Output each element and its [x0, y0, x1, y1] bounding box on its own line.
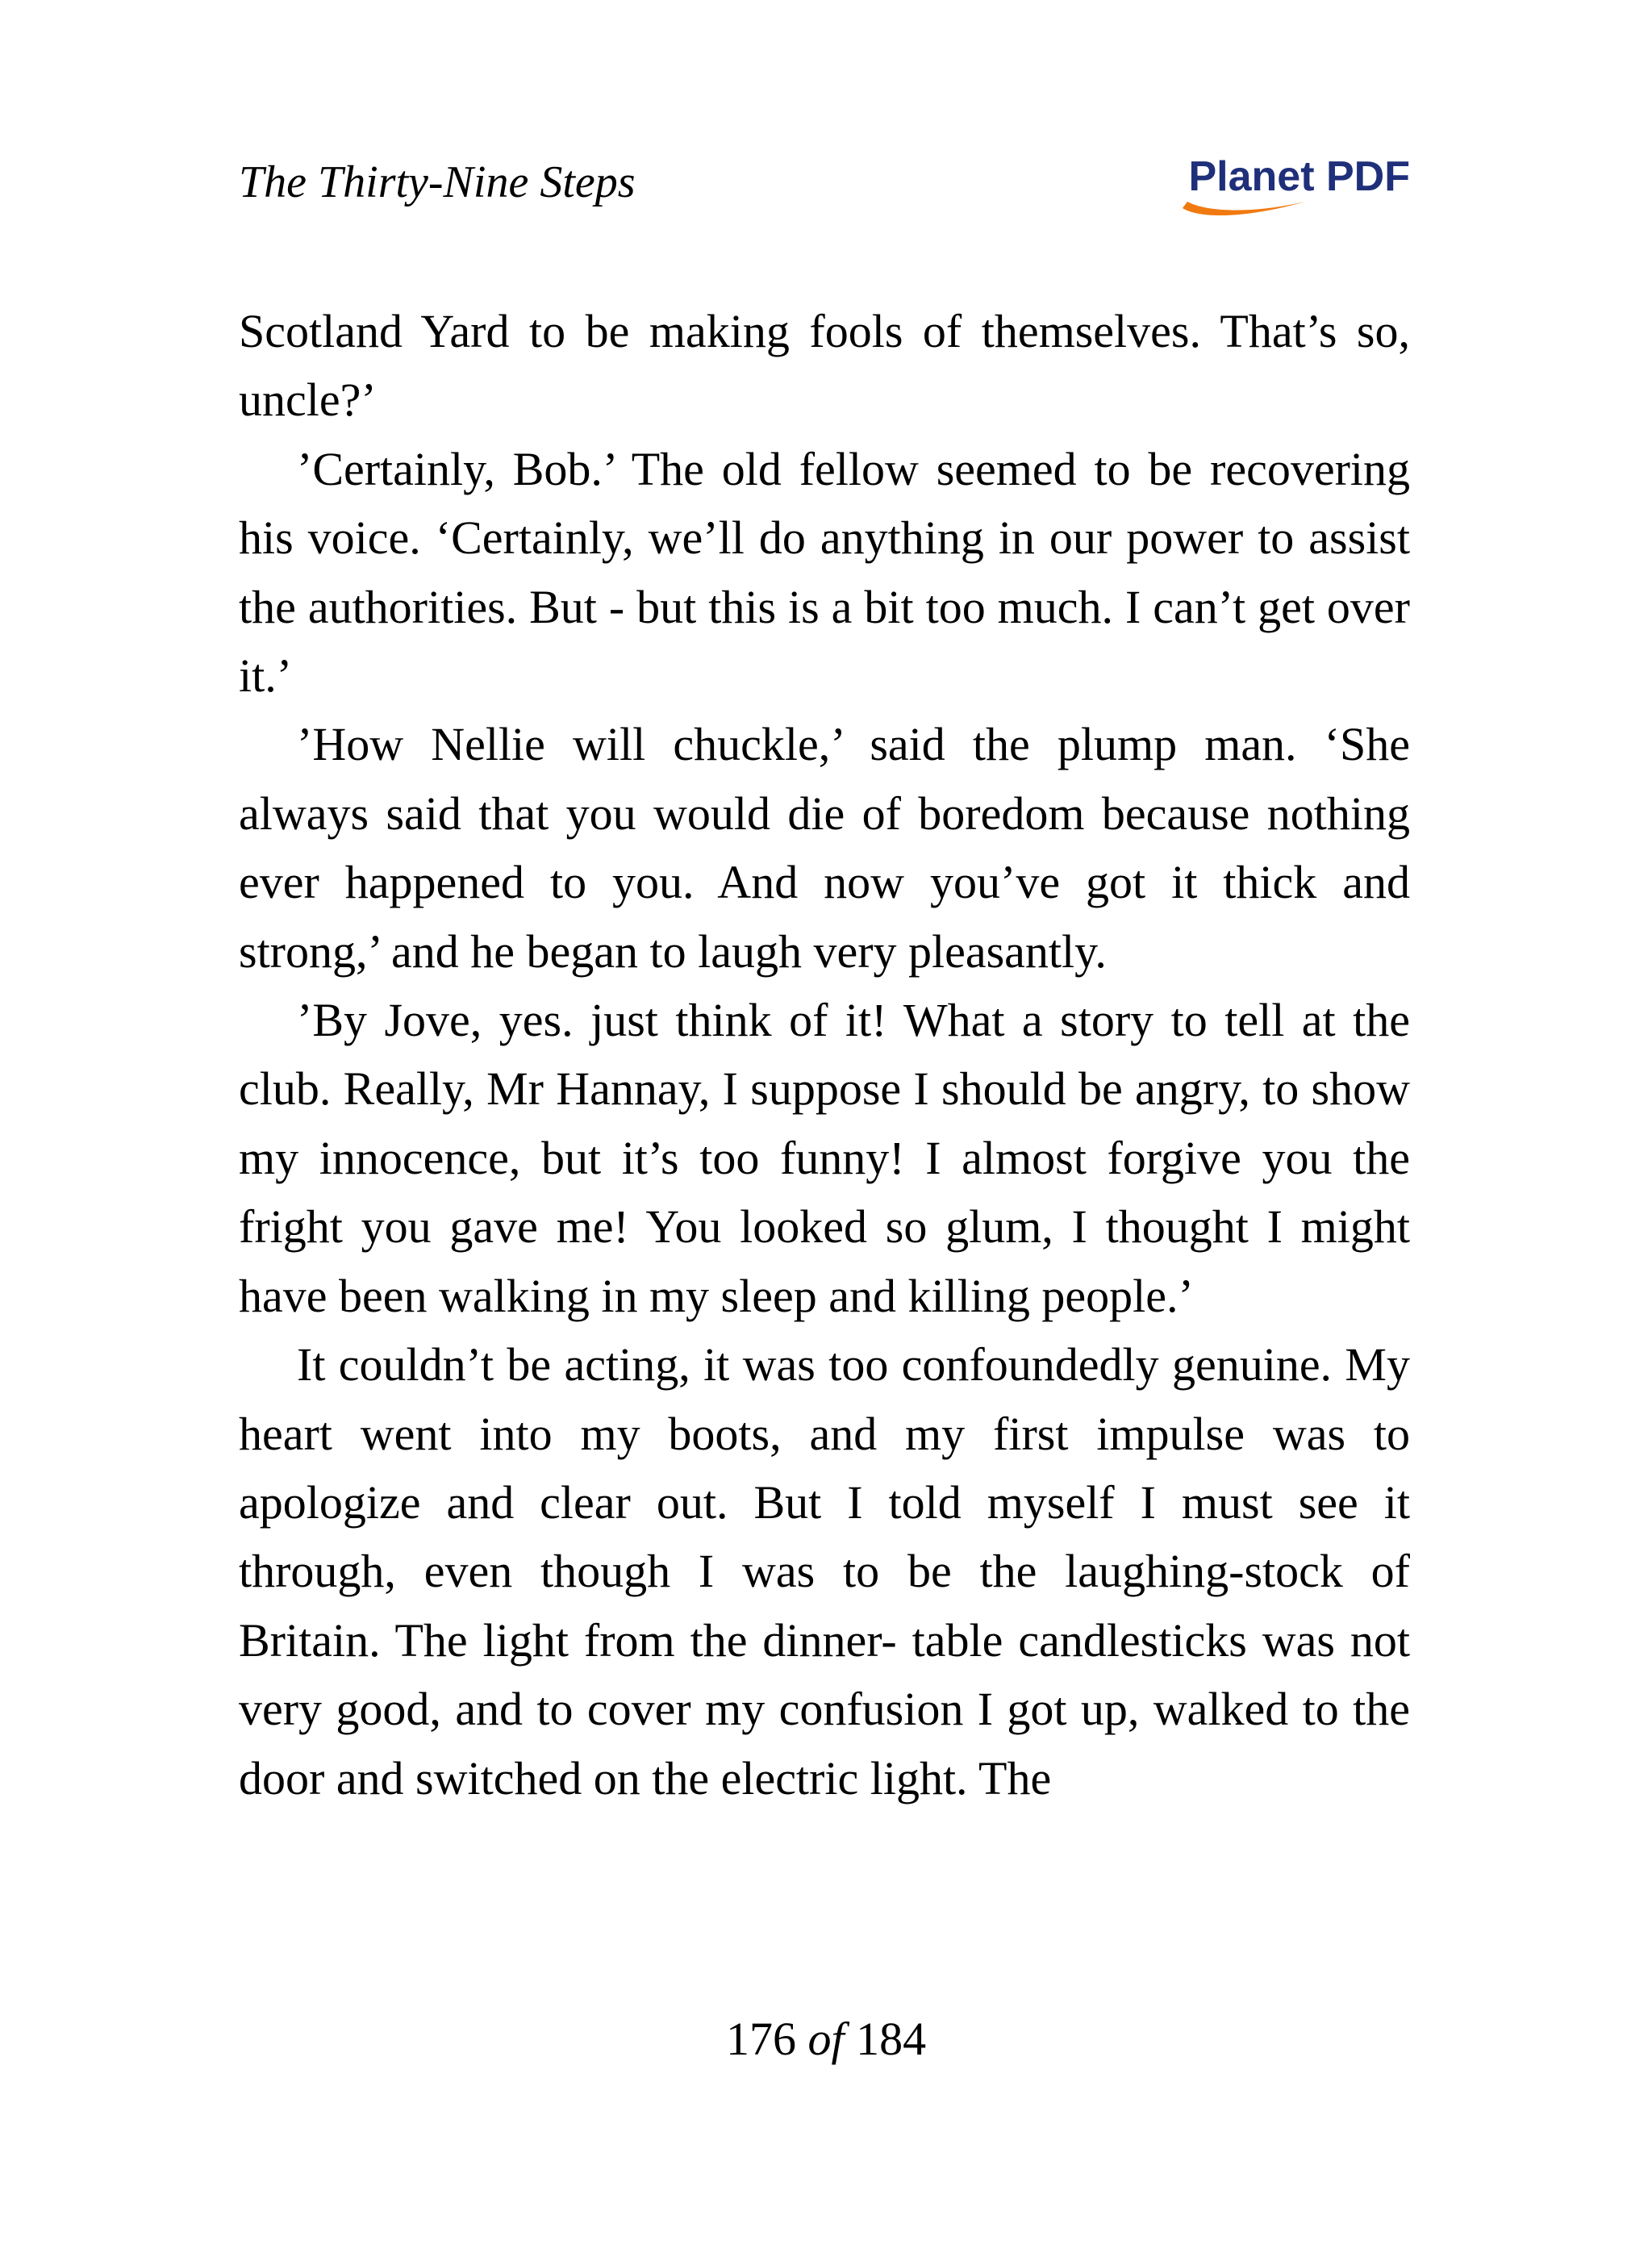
logo-text-planet: Planet: [1188, 153, 1315, 200]
logo-text: [1188, 148, 1410, 205]
paragraph-1: Scotland Yard to be making fools of themselves. That’s so, uncle?’: [239, 305, 1410, 427]
paragraph-3: ’How Nellie will chuckle,’ said the plump man. ‘She always said that you would die of boredom because nothing ever happened to you. And now you’ve got it thick and strong,’ and he began to laugh very pleasantly.: [239, 718, 1410, 978]
page-body: [239, 297, 1410, 1813]
page-current: 176: [725, 2013, 796, 2065]
page-header: [239, 145, 1410, 226]
planet-pdf-logo: [1168, 145, 1410, 226]
paragraph-2: ’Certainly, Bob.’ The old fellow seemed to be recovering his voice. ‘Certainly, we’ll do anything in our power to assist the authorities. But - but this is a bit too much. I can’t get over it.’: [239, 442, 1410, 703]
page-total: 184: [856, 2013, 927, 2065]
book-title: The Thirty-Nine Steps: [239, 157, 636, 207]
page-of: of: [807, 2013, 845, 2065]
logo-text-pdf: PDF: [1326, 153, 1410, 200]
paragraph-4: ’By Jove, yes. just think of it! What a story to tell at the club. Really, Mr Hannay, I suppose I should be angry, to show my innocence, but it’s too funny! I almost forgive you the fright you gave me! You looked so glum, I thought I might have been walking in my sleep and killing people.’: [239, 994, 1410, 1322]
page-number: [0, 2007, 1652, 2072]
paragraph-5: It couldn’t be acting, it was too confoundedly genuine. My heart went into my boots, and my first impulse was to apologize and clear out. But I told myself I must see it through, even though I was to be the laughing-stock of Britain. The light from the dinner- table candlesticks was not very good, and to cover my confusion I got up, walked to the door and switched on the electric light. The: [239, 1338, 1410, 1804]
